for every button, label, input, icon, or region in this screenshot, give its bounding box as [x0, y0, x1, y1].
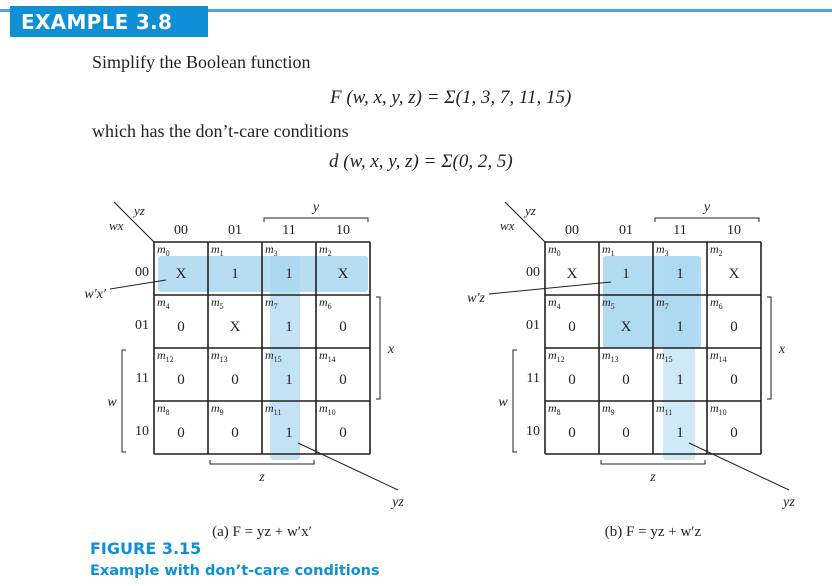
map-b-col-header-01: 01: [619, 223, 633, 238]
map-a-cell-m9: 0: [231, 425, 239, 441]
map-a-minterm-m10: $m_{10}$: [319, 401, 336, 417]
map-b-var-yz: yz: [525, 203, 536, 218]
figure-title: Example with don’t-care conditions: [90, 563, 380, 579]
map-a-minterm-m4: $m_4$: [157, 295, 170, 311]
map-b-minterm-m6: $m_6$: [710, 295, 723, 311]
map-a-minterm-m3: $m_3$: [265, 242, 278, 258]
map-a-cell-m2: X: [337, 266, 349, 282]
map-b-row-header-01: 01: [526, 318, 540, 333]
map-b-var-wx: wx: [500, 218, 515, 233]
map-b-row-header-00: 00: [526, 265, 540, 280]
map-b-cell-m8: 0: [568, 425, 576, 441]
map-a-cell-m14: 0: [339, 372, 347, 388]
map-a-minterm-m11: $m_{11}$: [265, 401, 282, 417]
map-b-label-w: w: [498, 395, 508, 410]
map-b-cell-m13: 0: [622, 372, 630, 388]
map-b-cell-m11: 1: [676, 425, 684, 441]
map-b-col-header-10: 10: [727, 223, 741, 238]
dont-care-equation: d (w, x, y, z) = Σ(0, 2, 5): [329, 151, 513, 172]
map-a-caption: (a) F = yz + w′x′: [212, 524, 312, 540]
map-a-label-term: w′x′: [84, 287, 106, 302]
map-a-cell-m5: X: [229, 319, 241, 335]
dont-care-text: which has the don’t-care conditions: [92, 121, 349, 141]
map-a-label-w: w: [107, 395, 117, 410]
map-b-minterm-m12: $m_{12}$: [548, 348, 565, 364]
map-b-minterm-m13: $m_{13}$: [602, 348, 619, 364]
example-label: EXAMPLE 3.8: [21, 10, 173, 34]
map-b-cell-m1: 1: [622, 266, 630, 282]
map-b-bracket-x: [767, 297, 771, 399]
map-a-minterm-m7: $m_7$: [265, 295, 278, 311]
map-b-row-header-10: 10: [526, 424, 540, 439]
map-a-var-wx: wx: [109, 218, 124, 233]
figure-label: FIGURE 3.15: [90, 539, 202, 558]
map-b-label-term: w′z: [467, 291, 485, 306]
map-a-col-header-00: 00: [174, 223, 188, 238]
map-a-cell-m13: 0: [231, 372, 239, 388]
map-a-label-yz-term: yz: [392, 495, 404, 510]
map-b-minterm-m3: $m_3$: [656, 242, 669, 258]
map-b-minterm-m1: $m_1$: [602, 242, 615, 258]
map-b-row-header-11: 11: [526, 371, 540, 386]
map-a-minterm-m2: $m_2$: [319, 242, 332, 258]
map-b-pointer-yz: [689, 443, 789, 490]
map-a-pointer-term: [110, 280, 166, 289]
map-b-col-header-00: 00: [565, 223, 579, 238]
map-a-bracket-y: [264, 218, 368, 222]
map-a-var-yz: yz: [134, 203, 145, 218]
map-a-minterm-m12: $m_{12}$: [157, 348, 174, 364]
map-b-cell-m7: 1: [676, 319, 684, 335]
map-b-cell-m5: X: [620, 319, 632, 335]
map-a-minterm-m15: $m_{15}$: [265, 348, 282, 364]
map-a-minterm-m14: $m_{14}$: [319, 348, 336, 364]
map-a-bracket-w: [122, 350, 126, 452]
map-a-minterm-m1: $m_1$: [211, 242, 224, 258]
map-a-label-x: x: [387, 342, 395, 357]
map-a-minterm-m5: $m_5$: [211, 295, 224, 311]
map-b-cell-m3: 1: [676, 266, 684, 282]
map-b-label-x: x: [778, 342, 786, 357]
map-a-minterm-m9: $m_9$: [211, 401, 224, 417]
map-a-cell-m10: 0: [339, 425, 347, 441]
map-b-cell-m0: X: [566, 266, 578, 282]
map-b-bracket-z: [601, 460, 705, 464]
map-b-minterm-m14: $m_{14}$: [710, 348, 727, 364]
map-b-minterm-m9: $m_9$: [602, 401, 615, 417]
map-a-pointer-yz: [298, 443, 398, 490]
map-b-minterm-m10: $m_{10}$: [710, 401, 727, 417]
map-a-cell-m15: 1: [285, 372, 293, 388]
map-a-cell-m0: X: [175, 266, 187, 282]
map-b-cell-m15: 1: [676, 372, 684, 388]
map-a-label-y: y: [312, 200, 320, 215]
map-b-label-yz-term: yz: [783, 495, 795, 510]
map-a-row-header-10: 10: [135, 424, 149, 439]
map-b-bracket-w: [513, 350, 517, 452]
map-b-bracket-y: [655, 218, 759, 222]
map-b-cell-m2: X: [728, 266, 740, 282]
map-b-cell-m9: 0: [622, 425, 630, 441]
map-b-minterm-m5: $m_5$: [602, 295, 615, 311]
map-a-minterm-m6: $m_6$: [319, 295, 332, 311]
map-a-row-header-00: 00: [135, 265, 149, 280]
map-b-minterm-m2: $m_2$: [710, 242, 723, 258]
map-a-minterm-m8: $m_8$: [157, 401, 170, 417]
map-a-bracket-x: [376, 297, 380, 399]
map-a-cell-m8: 0: [177, 425, 185, 441]
map-a-row-header-01: 01: [135, 318, 149, 333]
map-b-cell-m10: 0: [730, 425, 738, 441]
map-b-cell-m6: 0: [730, 319, 738, 335]
map-b-label-z: z: [650, 470, 656, 485]
map-a-cell-m1: 1: [231, 266, 239, 282]
map-b-cell-m4: 0: [568, 319, 576, 335]
map-a-cell-m3: 1: [285, 266, 293, 282]
map-a-row-header-11: 11: [135, 371, 149, 386]
map-a-minterm-m13: $m_{13}$: [211, 348, 228, 364]
map-a-cell-m11: 1: [285, 425, 293, 441]
map-a-cell-m12: 0: [177, 372, 185, 388]
map-b-minterm-m7: $m_7$: [656, 295, 669, 311]
map-a-label-z: z: [259, 470, 265, 485]
map-a-bracket-z: [210, 460, 314, 464]
map-a-col-header-01: 01: [228, 223, 242, 238]
map-b-minterm-m0: $m_0$: [548, 242, 561, 258]
map-a-cell-m7: 1: [285, 319, 293, 335]
map-b-minterm-m15: $m_{15}$: [656, 348, 673, 364]
function-equation: F (w, x, y, z) = Σ(1, 3, 7, 11, 15): [330, 87, 572, 108]
intro-text: Simplify the Boolean function: [92, 52, 311, 72]
map-a-highlight-wx: [158, 256, 368, 292]
map-b-pointer-term: [489, 282, 611, 294]
map-b-minterm-m4: $m_4$: [548, 295, 561, 311]
map-a-col-header-11: 11: [282, 223, 296, 238]
map-b-caption: (b) F = yz + w′z: [604, 524, 702, 540]
map-a-col-header-10: 10: [336, 223, 350, 238]
map-b-minterm-m8: $m_8$: [548, 401, 561, 417]
map-b-col-header-11: 11: [673, 223, 687, 238]
map-a-cell-m4: 0: [177, 319, 185, 335]
map-b-cell-m12: 0: [568, 372, 576, 388]
map-a-cell-m6: 0: [339, 319, 347, 335]
map-b-cell-m14: 0: [730, 372, 738, 388]
map-b-minterm-m11: $m_{11}$: [656, 401, 673, 417]
map-b-label-y: y: [703, 200, 711, 215]
map-a-minterm-m0: $m_0$: [157, 242, 170, 258]
